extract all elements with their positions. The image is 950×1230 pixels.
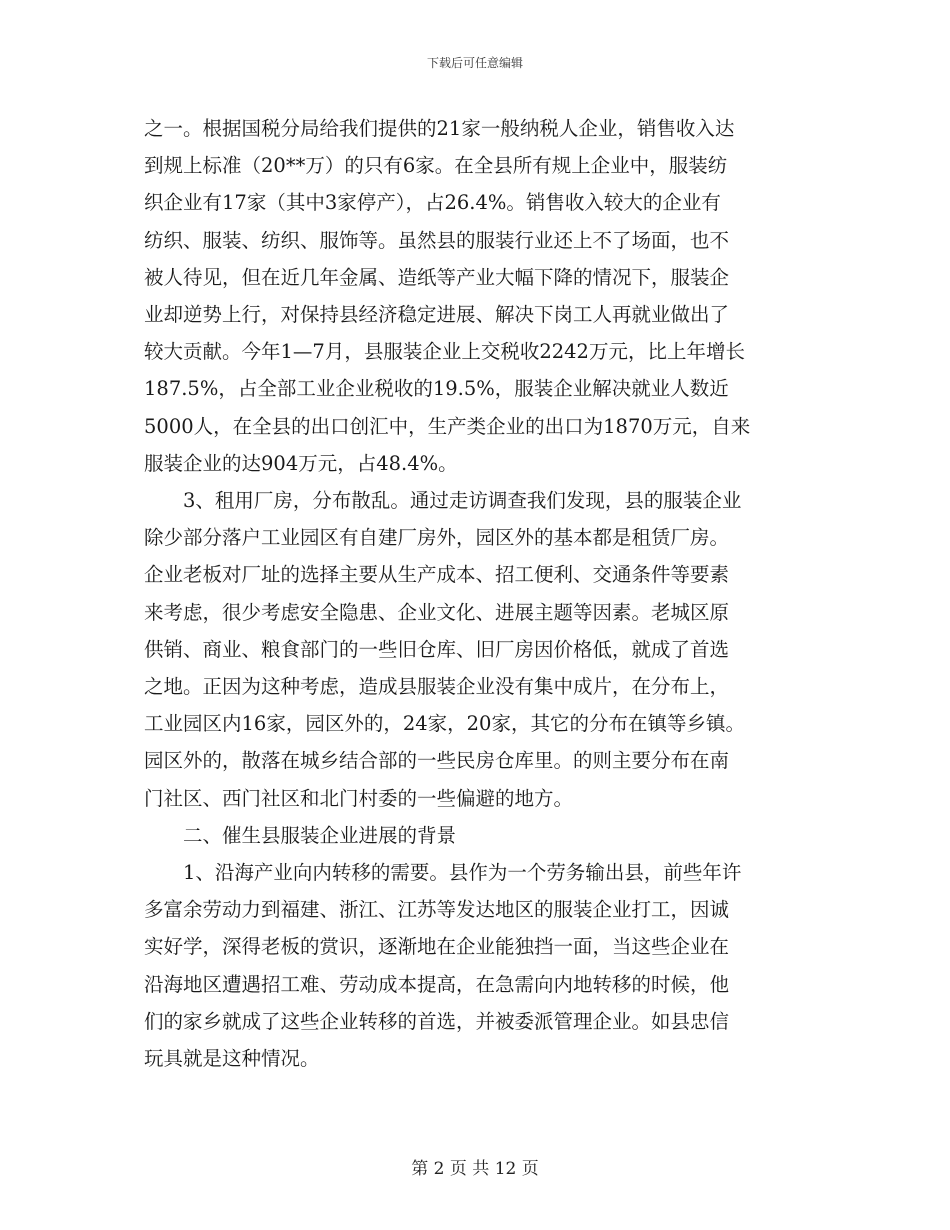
header-note: 下载后可任意编辑 (426, 56, 523, 70)
document-body (144, 110, 808, 1077)
text-line: 之地。正因为这种考虑，造成县服装企业没有集中成片，在分布上， (144, 675, 730, 699)
paragraph (144, 854, 808, 1077)
text-line: 企业老板对厂址的选择主要从生产成本、招工便利、交通条件等要素 (144, 563, 730, 587)
text-line: 多富余劳动力到福建、浙江、江苏等发达地区的服装企业打工，因诚 (144, 898, 730, 922)
text-line: 供销、商业、粮食部门的一些旧仓库、旧厂房因价格低，就成了首选 (144, 637, 730, 661)
text-line: 除少部分落户工业园区有自建厂房外，园区外的基本都是租赁厂房。 (144, 526, 730, 550)
paragraph (144, 110, 808, 482)
text-line: 工业园区内16家，园区外的，24家，20家，其它的分布在镇等乡镇。 (144, 712, 745, 736)
text-line: 3、租用厂房，分布散乱。通过走访调查我们发现，县的服装企业 (183, 489, 742, 513)
text-line: 被人待见，但在近几年金属、造纸等产业大幅下降的情况下，服装企 (144, 265, 730, 289)
text-line: 较大贡献。今年1—7月，县服装企业上交税收2242万元，比上年增长 (144, 340, 745, 364)
text-line: 织企业有17家（其中3家停产），占26.4%。销售收入较大的企业有 (144, 191, 721, 215)
text-line: 5000人，在全县的出口创汇中，生产类企业的出口为1870万元，自来 (144, 414, 751, 438)
text-line: 门社区、西门社区和北门村委的一些偏避的地方。 (144, 786, 574, 810)
text-line: 园区外的，散落在城乡结合部的一些民房仓库里。的则主要分布在南 (144, 749, 730, 773)
text-line: 来考虑，很少考虑安全隐患、企业文化、进展主题等因素。老城区原 (144, 600, 730, 624)
text-line: 们的家乡就成了这些企业转移的首选，并被委派管理企业。如县忠信 (144, 1009, 730, 1033)
text-line: 纺织、服装、纺织、服饰等。虽然县的服装行业还上不了场面，也不 (144, 228, 730, 252)
text-line: 之一。根据国税分局给我们提供的21家一般纳税人企业，销售收入达 (144, 117, 735, 140)
text-line: 到规上标准（20**万）的只有6家。在全县所有规上企业中，服装纺 (144, 154, 728, 178)
page-number: 第 2 页 共 12 页 (411, 1159, 539, 1179)
text-line: 实好学，深得老板的赏识，逐渐地在企业能独挡一面，当这些企业在 (144, 935, 730, 959)
text-line: 业却逆势上行，对保持县经济稳定进展、解决下岗工人再就业做出了 (144, 303, 730, 327)
text-line: 二、催生县服装企业进展的背景 (183, 823, 457, 847)
text-line: 187.5%，占全部工业企业税收的19.5%，服装企业解决就业人数近 (144, 377, 729, 401)
text-line: 服装企业的达904万元，占48.4%。 (144, 451, 458, 475)
text-line: 1、沿海产业向内转移的需要。县作为一个劳务输出县，前些年许 (183, 861, 742, 885)
text-line: 沿海地区遭遇招工难、劳动成本提高，在急需向内地转移的时候，他 (144, 972, 730, 996)
text-line: 玩具就是这种情况。 (144, 1047, 320, 1071)
section-heading (144, 817, 808, 854)
paragraph (144, 482, 808, 817)
